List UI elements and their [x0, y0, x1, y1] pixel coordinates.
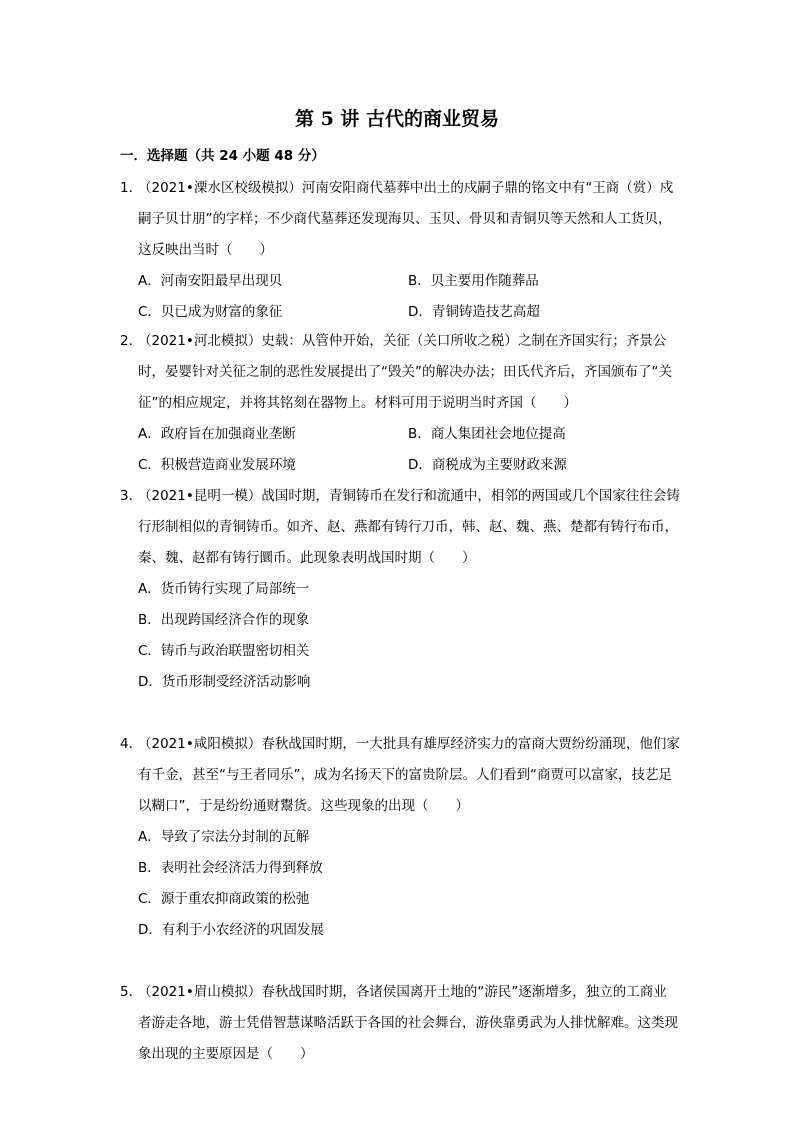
options-row [120, 450, 680, 481]
question-stem [120, 326, 680, 419]
option-a[interactable]: A．河南安阳最早出现贝 [138, 273, 283, 289]
option-d[interactable]: D．货币形制受经济活动影响 [138, 674, 311, 690]
question-text: （2021•昆明一模）战国时期，青铜铸币在发行和流通中，相邻的两国或几个国家往往会铸行形制相似的青铜铸币。如齐、赵、燕都有铸行刀币，韩、赵、魏、燕、楚都有铸行布币，秦、魏、赵都有铸行圜币。此现象表明战国时期（ ） [138, 488, 680, 566]
option-b[interactable]: B．表明社会经济活力得到释放 [138, 860, 323, 876]
question-1 [120, 173, 680, 328]
question-stem [120, 481, 680, 574]
options-row [120, 297, 680, 328]
question-number: 3． [120, 488, 143, 504]
question-text: （2021•河北模拟）史载：从管仲开始，关征（关口所收之税）之制在齐国实行；齐景公时，晏婴针对关征之制的恶性发展提出了“毁关”的解决办法；田氏代齐后，齐国颁布了“关征”的相应规定，并将其铭刻在器物上。材料可用于说明当时齐国（ ） [138, 333, 672, 411]
question-stem [120, 729, 680, 822]
question-text: （2021•咸阳模拟）春秋战国时期，一大批具有雄厚经济实力的富商大贾纷纷涌现，他们家有千金，甚至“与王者同乐”，成为名扬天下的富贵阶层。人们看到“商贾可以富家，技艺足以糊口”，于是纷纷通财鬻货。这些现象的出现（ ） [138, 736, 680, 814]
option-a[interactable]: A．货币铸行实现了局部统一 [138, 581, 310, 597]
section-heading: 一．选择题（共 24 小题 48 分） [120, 148, 325, 164]
option-a[interactable]: A．导致了宗法分封制的瓦解 [138, 829, 310, 845]
question-text: （2021•溧水区校级模拟）河南安阳商代墓葬中出土的戍嗣子鼎的铭文中有“王商（赏）戍嗣子贝廿朋”的字样；不少商代墓葬还发现海贝、玉贝、骨贝和青铜贝等天然和人工货贝，这反映出当时（ ） [138, 180, 674, 258]
question-number: 4． [120, 736, 143, 752]
options-row [120, 266, 680, 297]
question-number: 2． [120, 333, 143, 349]
question-number: 1． [120, 180, 143, 196]
option-b[interactable]: B．出现跨国经济合作的现象 [138, 612, 310, 628]
option-d[interactable]: D．有利于小农经济的巩固发展 [138, 922, 324, 938]
option-c[interactable]: C．贝已成为财富的象征 [138, 304, 283, 320]
question-stem [120, 977, 680, 1070]
question-3 [120, 481, 680, 698]
question-2 [120, 326, 680, 481]
question-number: 5． [120, 984, 143, 1000]
question-text: （2021•眉山模拟）春秋战国时期，各诸侯国离开土地的“游民”逐渐增多，独立的工商业者游走各地，游士凭借智慧谋略活跃于各国的社会舞台，游侠靠勇武为人排忧解难。这类现象出现的主要原因是（ ） [138, 984, 678, 1062]
option-b[interactable]: B．贝主要用作随葬品 [408, 273, 539, 289]
question-5 [120, 977, 680, 1070]
option-d[interactable]: D．商税成为主要财政来源 [408, 457, 567, 473]
page-title: 第 5 讲 古代的商业贸易 [294, 108, 500, 130]
option-c[interactable]: C．积极营造商业发展环境 [138, 457, 296, 473]
option-a[interactable]: A．政府旨在加强商业垄断 [138, 426, 296, 442]
option-c[interactable]: C．铸币与政治联盟密切相关 [138, 643, 310, 659]
question-stem [120, 173, 680, 266]
option-d[interactable]: D．青铜铸造技艺高超 [408, 304, 540, 320]
option-c[interactable]: C．源于重农抑商政策的松弛 [138, 891, 310, 907]
options-row [120, 419, 680, 450]
question-4 [120, 729, 680, 946]
option-b[interactable]: B．商人集团社会地位提高 [408, 426, 566, 442]
